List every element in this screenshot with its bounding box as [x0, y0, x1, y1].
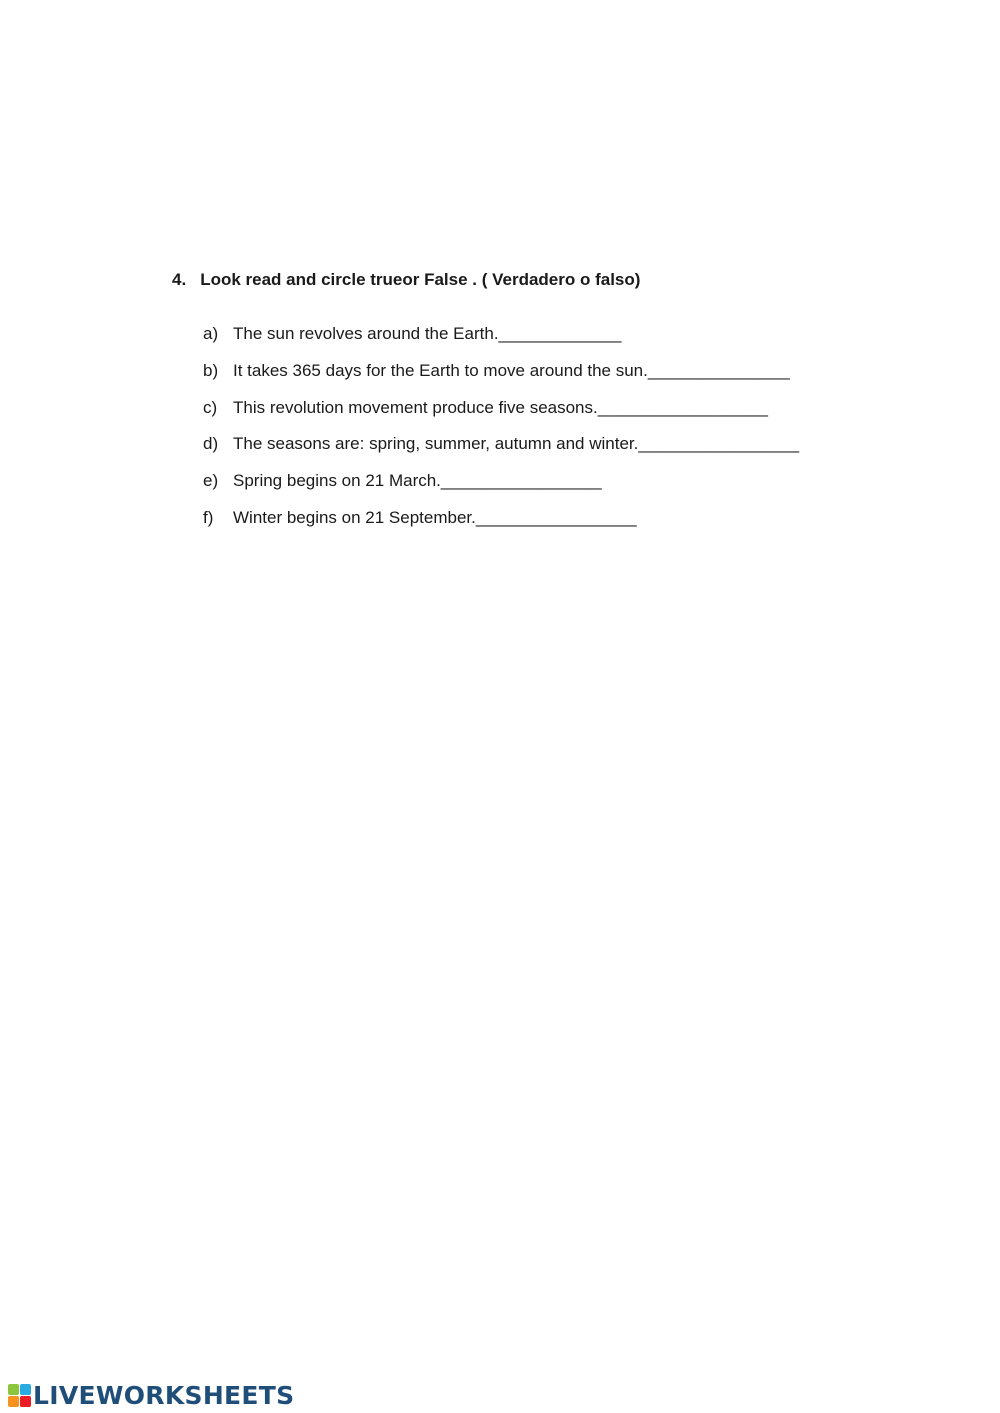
question-heading [172, 270, 640, 290]
item-text: The seasons are: spring, summer, autumn and winter. [233, 434, 639, 454]
item-text: The sun revolves around the Earth. [233, 324, 499, 343]
item-text: This revolution movement produce five seasons. [233, 397, 598, 417]
answer-blank[interactable]: _________________ [475, 507, 637, 527]
statement-item-f [203, 508, 799, 545]
statement-item-c [203, 398, 799, 435]
question-number: 4. [172, 270, 187, 289]
logo-blocks-icon [8, 1384, 31, 1407]
item-letter: e) [203, 471, 219, 491]
answer-blank[interactable]: _____________ [498, 324, 622, 343]
answer-blank[interactable]: _______________ [647, 360, 790, 380]
logo-block [20, 1396, 31, 1407]
item-text: Winter begins on 21 September. [233, 507, 476, 527]
item-text: Spring begins on 21 March. [233, 471, 441, 491]
item-letter: a) [203, 324, 219, 343]
item-letter: f) [203, 507, 214, 527]
item-text: It takes 365 days for the Earth to move around the sun. [233, 360, 648, 380]
answer-blank[interactable]: _________________ [638, 434, 800, 454]
statement-item-e [203, 471, 799, 508]
answer-blank[interactable]: __________________ [597, 397, 768, 417]
item-letter: d) [203, 434, 219, 454]
statement-list [203, 324, 799, 545]
item-letter: c) [203, 397, 218, 417]
statement-item-b [203, 361, 799, 398]
logo-block [8, 1396, 19, 1407]
statement-item-a [203, 324, 799, 361]
logo-block [20, 1384, 31, 1395]
brand-name: LIVEWORKSHEETS [33, 1381, 295, 1410]
liveworksheets-logo [8, 1381, 294, 1410]
statement-item-d [203, 434, 799, 471]
question-title: Look read and circle trueor False . ( Verdadero o falso) [200, 270, 641, 289]
logo-block [8, 1384, 19, 1395]
item-letter: b) [203, 360, 219, 380]
answer-blank[interactable]: _________________ [440, 471, 602, 491]
